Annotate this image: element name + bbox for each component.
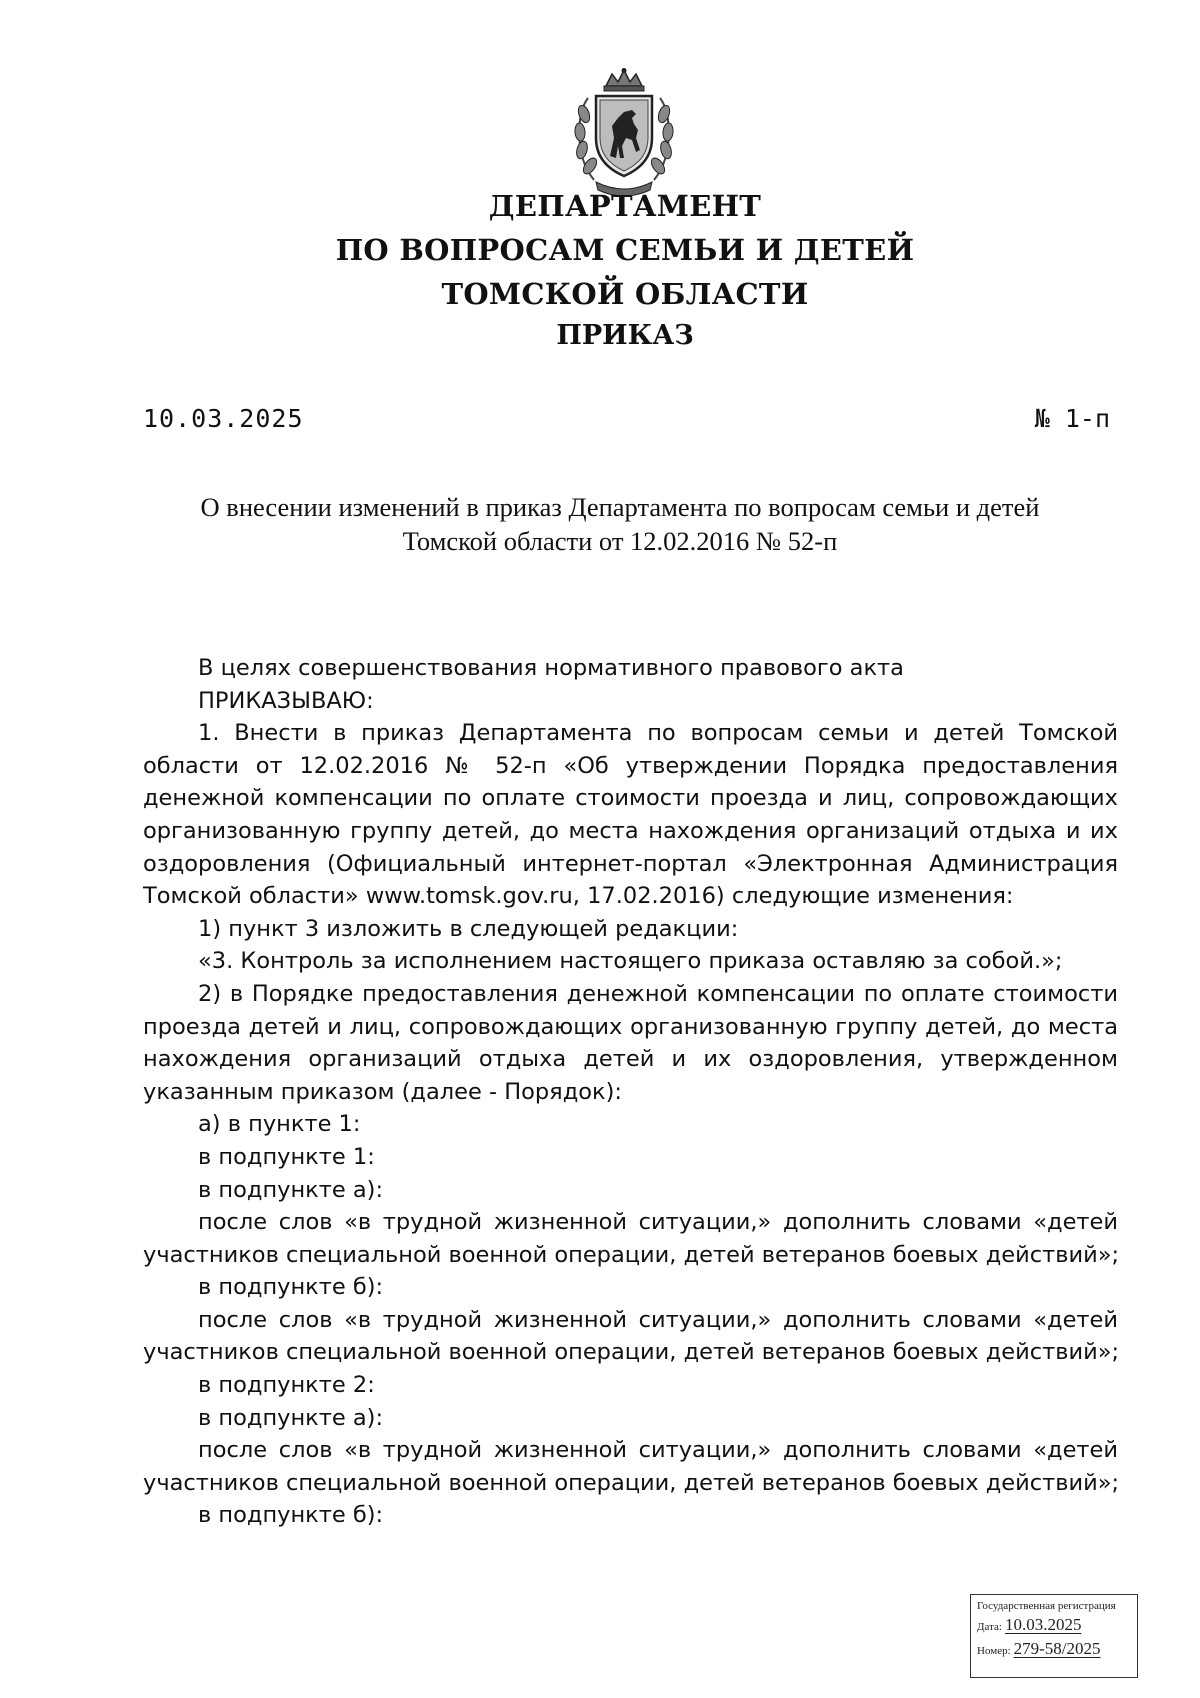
body-line: в подпункте а):: [198, 1404, 384, 1431]
body-line: проезда детей и лиц, сопровождающих организованную группу детей, до места: [143, 1013, 1118, 1040]
stamp-number-row: [977, 1638, 1131, 1662]
order-body: [143, 652, 1118, 1532]
body-line: нахождения организаций отдыха детей и их оздоровления, утвержденном: [143, 1046, 1118, 1073]
order-date: 10.03.2025: [143, 404, 304, 433]
body-line: а) в пункте 1:: [198, 1111, 361, 1138]
subject-line: О внесении изменений в приказ Департамента по вопросам семьи и детей: [200, 492, 1040, 522]
body-line: в подпункте б):: [198, 1502, 384, 1529]
body-line: в подпункте б):: [198, 1274, 384, 1301]
body-line: В целях совершенствования нормативного правового акта: [198, 655, 904, 681]
body-line: области от 12.02.2016 № 52-п «Об утверждении Порядка предоставления: [143, 752, 1118, 779]
body-line: «3. Контроль за исполнением настоящего приказа оставляю за собой.»;: [198, 948, 1063, 975]
tomsk-coat-of-arms-icon: [566, 68, 682, 200]
department-title-line: ТОМСКОЙ ОБЛАСТИ: [441, 277, 809, 311]
department-title-line: ДЕПАРТАМЕНТ: [488, 189, 762, 223]
registration-stamp: [970, 1594, 1138, 1678]
department-title-line: ПО ВОПРОСАМ СЕМЬИ И ДЕТЕЙ: [335, 233, 915, 267]
body-line: в подпункте а):: [198, 1176, 384, 1203]
body-line: 1. Внести в приказ Департамента по вопросам семьи и детей Томской: [198, 720, 1118, 747]
body-line: после слов «в трудной жизненной ситуации,» дополнить словами «детей: [198, 1306, 1118, 1333]
body-line: 1) пункт 3 изложить в следующей редакции:: [198, 915, 739, 942]
body-line: участников специальной военной операции, детей ветеранов боевых действий»;: [143, 1469, 1120, 1496]
order-number: № 1-п: [1034, 404, 1110, 433]
stamp-date-value: 10.03.2025: [1004, 1615, 1082, 1634]
body-line: ПРИКАЗЫВАЮ:: [198, 687, 374, 714]
stamp-number-label: Номер:: [977, 1645, 1011, 1657]
department-title: [200, 184, 1050, 316]
document-kind: ПРИКАЗ: [556, 320, 694, 351]
body-line: указанным приказом (далее - Порядок):: [143, 1078, 622, 1105]
stamp-date-label: Дата:: [977, 1621, 1002, 1633]
stamp-title: Государственная регистрация: [977, 1600, 1116, 1612]
subject-line: Томской области от 12.02.2016 № 52-п: [402, 526, 838, 556]
body-line: в подпункте 1:: [198, 1143, 375, 1170]
stamp-number-value: 279-58/2025: [1013, 1639, 1101, 1658]
body-line: после слов «в трудной жизненной ситуации,» дополнить словами «детей: [198, 1209, 1118, 1236]
body-line: после слов «в трудной жизненной ситуации,» дополнить словами «детей: [198, 1437, 1118, 1464]
order-subject: [140, 490, 1100, 558]
body-line: денежной компенсации по оплате стоимости проезда и лиц, сопровождающих: [143, 785, 1118, 812]
body-line: участников специальной военной операции, детей ветеранов боевых действий»;: [143, 1339, 1120, 1366]
body-line: организованную группу детей, до места нахождения организаций отдыха и их: [143, 817, 1118, 844]
body-line: участников специальной военной операции, детей ветеранов боевых действий»;: [143, 1241, 1120, 1268]
body-line: в подпункте 2:: [198, 1372, 375, 1399]
stamp-date-row: [977, 1614, 1131, 1638]
body-line: Томской области» www.tomsk.gov.ru, 17.02.2016) следующие изменения:: [143, 883, 1014, 910]
body-line: оздоровления (Официальный интернет-портал «Электронная Администрация: [143, 850, 1118, 877]
body-line: 2) в Порядке предоставления денежной компенсации по оплате стоимости: [198, 980, 1118, 1007]
